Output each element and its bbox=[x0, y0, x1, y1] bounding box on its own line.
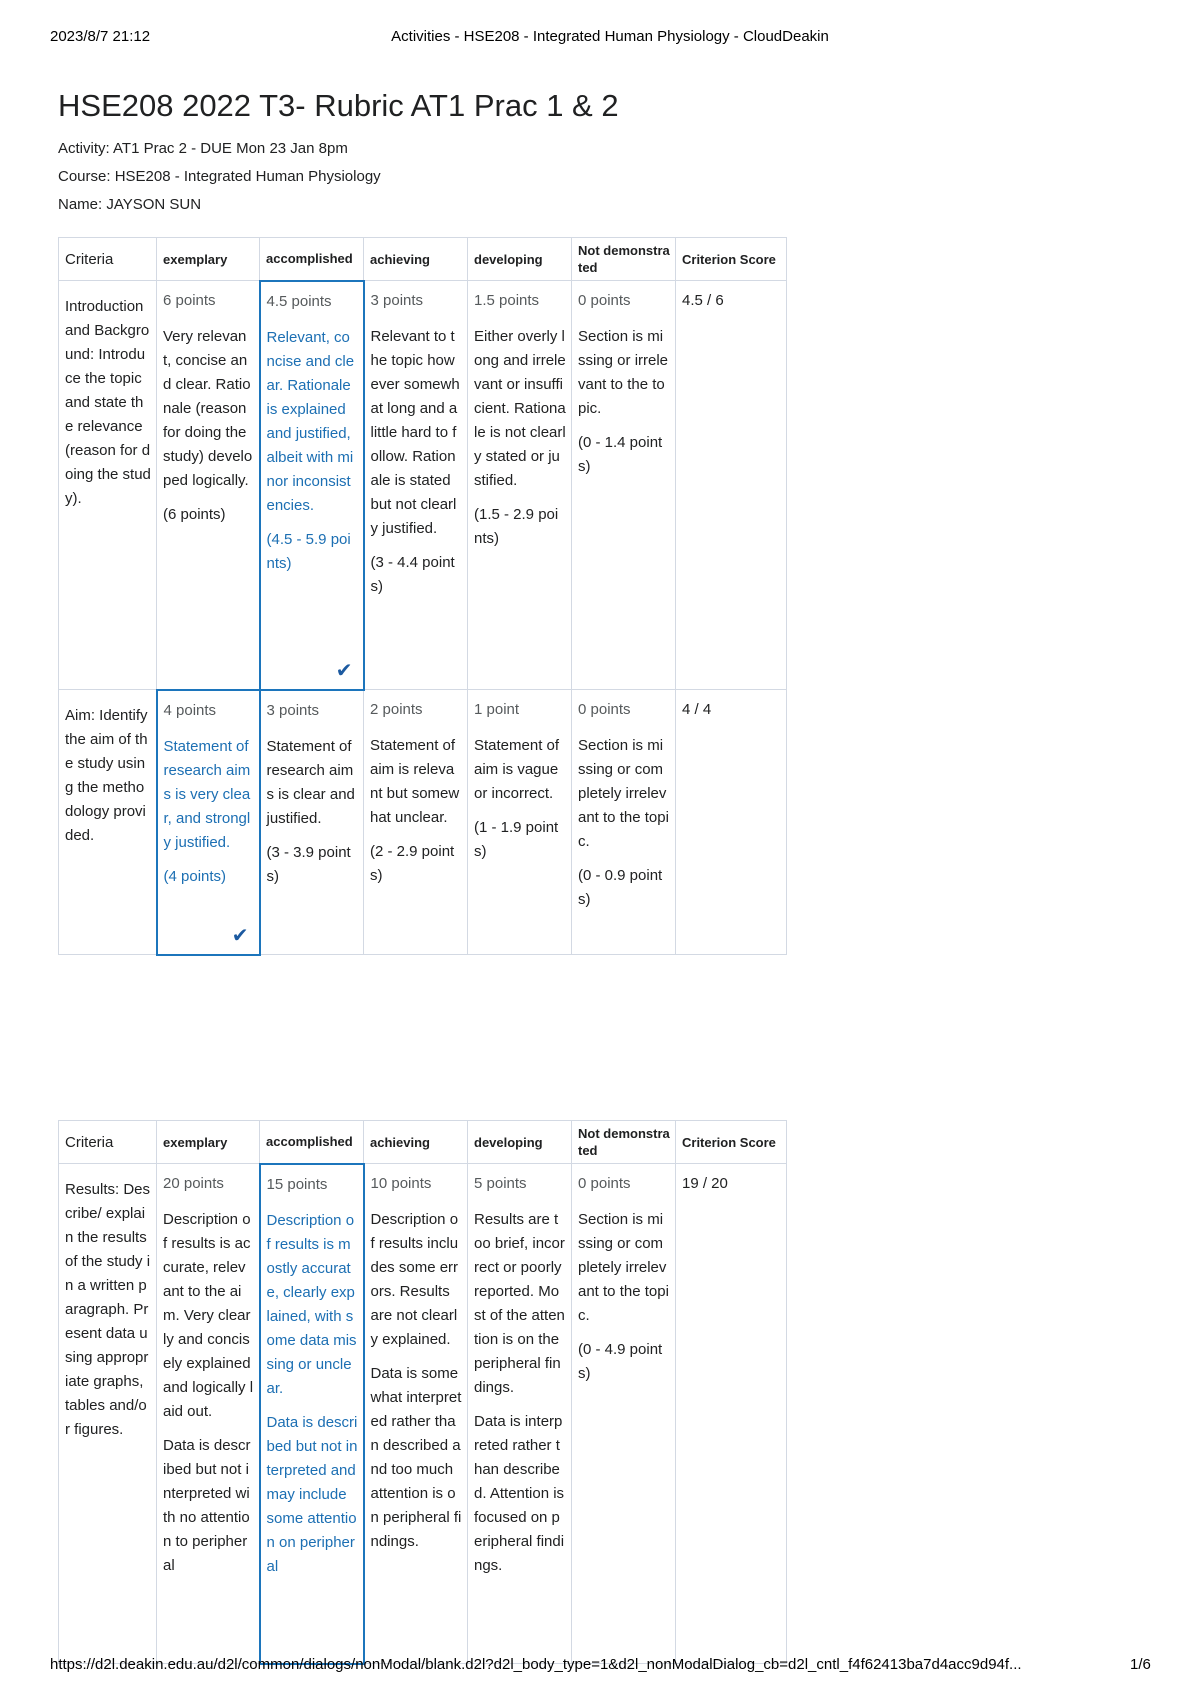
level-description-detail: Data is described but not interpreted and may include some attention on peripheral bbox=[266, 1413, 358, 1575]
level-points: 0 points bbox=[578, 701, 631, 718]
level-point-range: (0 - 1.4 points) bbox=[578, 434, 663, 475]
level-point-range: (4 points) bbox=[163, 867, 227, 885]
level-points: 4.5 points bbox=[266, 292, 332, 310]
level-points: 20 points bbox=[163, 1175, 224, 1192]
level-description: Description of results includes some errors. Results are not clearly explained. bbox=[370, 1211, 459, 1348]
column-header: achieving bbox=[364, 1121, 468, 1164]
column-header: exemplary bbox=[157, 238, 260, 281]
level-description-detail: Data is somewhat interpreted rather than described and too much attention is on peripheral findings. bbox=[370, 1365, 462, 1550]
print-url: https://d2l.deakin.edu.au/d2l/common/dialogs/nonModal/blank.d2l?d2l_body_type=1&d2l_nonModalDialog_cb=d2l_cntl_f4f62413ba7d4acc9d94f... bbox=[50, 1656, 1022, 1673]
level-points: 1 point bbox=[474, 701, 520, 718]
level-cell[interactable] bbox=[364, 690, 468, 955]
level-cell[interactable] bbox=[157, 281, 260, 690]
level-points: 6 points bbox=[163, 292, 216, 309]
rubric-table-1 bbox=[58, 237, 787, 956]
level-cell[interactable] bbox=[468, 1164, 572, 1664]
level-points: 15 points bbox=[266, 1175, 328, 1193]
criterion-description: Aim: Identify the aim of the study using the methodology provided. bbox=[65, 707, 148, 844]
level-description-detail: Data is interpreted rather than described. Attention is focused on peripheral findings. bbox=[474, 1413, 565, 1574]
level-description: Statement of aim is vague or incorrect. bbox=[474, 737, 560, 802]
level-description: Section is missing or irrelevant to the topic. bbox=[578, 328, 669, 417]
level-cell-selected[interactable] bbox=[260, 281, 364, 690]
criterion-description: Results: Describe/ explain the results of the study in a written paragraph. Present data using appropriate graphs, tables and/or figures. bbox=[65, 1181, 151, 1438]
level-description: Relevant, concise and clear. Rationale is explained and justified, albeit with minor inconsistencies. bbox=[266, 328, 355, 514]
print-page-number: 1/6 bbox=[1130, 1656, 1151, 1673]
level-point-range: (2 - 2.9 points) bbox=[370, 843, 455, 884]
criterion-score: 19 / 20 bbox=[676, 1164, 787, 1664]
level-description: Relevant to the topic however somewhat long and a little hard to follow. Rationale is stated but not clearly justified. bbox=[370, 328, 460, 537]
column-header: accomplished bbox=[260, 238, 364, 281]
rubric-header-row bbox=[59, 1121, 787, 1164]
level-description: Description of results is mostly accurate, clearly explained, with some data missing or unclear. bbox=[266, 1211, 357, 1397]
level-description: Very relevant, concise and clear. Rationale (reason for doing the study) developed logically. bbox=[163, 328, 253, 489]
rubric-table-2 bbox=[58, 1120, 787, 1665]
level-cell[interactable] bbox=[468, 281, 572, 690]
level-cell[interactable] bbox=[157, 1164, 260, 1664]
criterion-cell bbox=[59, 1164, 157, 1664]
level-point-range: (1 - 1.9 points) bbox=[474, 819, 559, 860]
level-point-range: (0 - 4.9 points) bbox=[578, 1341, 663, 1382]
level-points: 4 points bbox=[163, 701, 217, 719]
column-header: Criterion Score bbox=[676, 238, 787, 281]
column-header: Not demonstrated bbox=[572, 238, 676, 281]
level-point-range: (0 - 0.9 points) bbox=[578, 867, 663, 908]
rubric-criterion-row bbox=[59, 1164, 787, 1664]
level-points: 3 points bbox=[370, 292, 424, 309]
level-point-range: (4.5 - 5.9 points) bbox=[266, 530, 351, 572]
rubric-criterion-row bbox=[59, 281, 787, 690]
level-cell[interactable] bbox=[260, 690, 364, 955]
level-cell[interactable] bbox=[572, 281, 676, 690]
level-points: 1.5 points bbox=[474, 292, 540, 309]
level-point-range: (3 - 3.9 points) bbox=[266, 843, 351, 885]
level-description-detail: Data is described but not interpreted with no attention to peripheral bbox=[163, 1437, 251, 1574]
checkmark-icon: ✔ bbox=[231, 924, 249, 947]
level-description: Section is missing or completely irrelevant to the topic. bbox=[578, 1211, 669, 1324]
level-description: Either overly long and irrelevant or insufficient. Rationale is not clearly stated or justified. bbox=[474, 328, 566, 489]
level-cell[interactable] bbox=[572, 1164, 676, 1664]
column-header: Criterion Score bbox=[676, 1121, 787, 1164]
level-points: 0 points bbox=[578, 1175, 631, 1192]
level-description: Results are too brief, incorrect or poorly reported. Most of the attention is on the peripheral findings. bbox=[474, 1211, 565, 1396]
level-cell[interactable] bbox=[364, 281, 468, 690]
activity-line: Activity: AT1 Prac 2 - DUE Mon 23 Jan 8pm bbox=[58, 140, 348, 157]
student-name-line: Name: JAYSON SUN bbox=[58, 196, 202, 213]
level-points: 5 points bbox=[474, 1175, 527, 1192]
column-header: exemplary bbox=[157, 1121, 260, 1164]
rubric-header-row bbox=[59, 238, 787, 281]
level-description: Description of results is accurate, relevant to the aim. Very clearly and concisely explained and logically laid out. bbox=[163, 1211, 254, 1420]
level-points: 10 points bbox=[370, 1175, 432, 1192]
criterion-score: 4 / 4 bbox=[676, 690, 787, 955]
level-point-range: (1.5 - 2.9 points) bbox=[474, 506, 559, 547]
column-header: accomplished bbox=[260, 1121, 364, 1164]
level-description: Statement of research aims is clear and justified. bbox=[266, 737, 355, 827]
criterion-description: Introduction and Background: Introduce the topic and state the relevance (reason for doing the study). bbox=[65, 298, 151, 507]
course-line: Course: HSE208 - Integrated Human Physiology bbox=[58, 168, 381, 185]
level-point-range: (3 - 4.4 points) bbox=[370, 554, 455, 595]
level-point-range: (6 points) bbox=[163, 506, 226, 523]
criterion-cell bbox=[59, 690, 157, 955]
level-description: Statement of research aims is very clear, and strongly justified. bbox=[163, 737, 251, 851]
print-title: Activities - HSE208 - Integrated Human Physiology - CloudDeakin bbox=[391, 28, 829, 45]
column-header: developing bbox=[468, 1121, 572, 1164]
level-cell[interactable] bbox=[572, 690, 676, 955]
level-description: Statement of aim is relevant but somewhat unclear. bbox=[370, 737, 460, 826]
criterion-score: 4.5 / 6 bbox=[676, 281, 787, 690]
level-description: Section is missing or completely irrelevant to the topic. bbox=[578, 737, 669, 850]
level-points: 0 points bbox=[578, 292, 631, 309]
criterion-cell bbox=[59, 281, 157, 690]
column-header: Criteria bbox=[59, 238, 157, 281]
column-header: developing bbox=[468, 238, 572, 281]
page-title: HSE208 2022 T3- Rubric AT1 Prac 1 & 2 bbox=[58, 88, 619, 123]
level-points: 3 points bbox=[266, 701, 320, 719]
level-points: 2 points bbox=[370, 701, 423, 718]
column-header: Criteria bbox=[59, 1121, 157, 1164]
rubric-criterion-row bbox=[59, 690, 787, 955]
level-cell[interactable] bbox=[468, 690, 572, 955]
column-header: Not demonstrated bbox=[572, 1121, 676, 1164]
column-header: achieving bbox=[364, 238, 468, 281]
level-cell-selected[interactable] bbox=[260, 1164, 364, 1664]
checkmark-icon: ✔ bbox=[335, 659, 353, 682]
level-cell[interactable] bbox=[364, 1164, 468, 1664]
print-date: 2023/8/7 21:12 bbox=[50, 28, 151, 45]
level-cell-selected[interactable] bbox=[157, 690, 260, 955]
